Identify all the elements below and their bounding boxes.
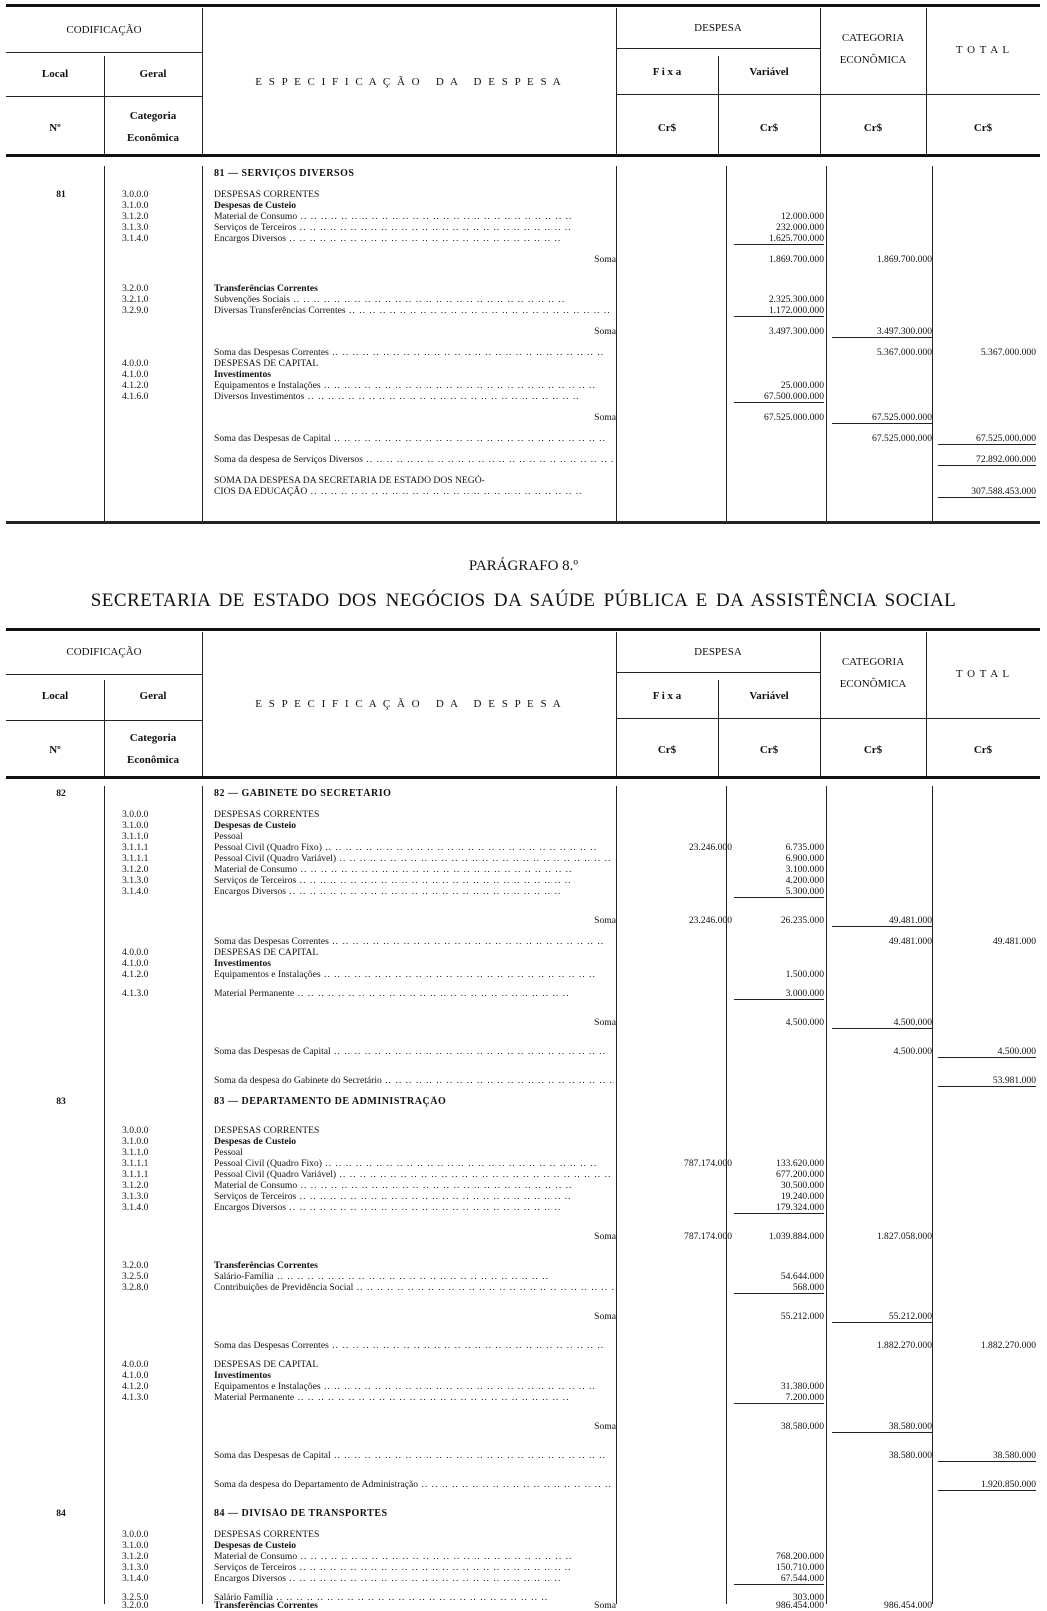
header-variavel-2: Variável [749, 690, 789, 702]
item-description: Pessoal Civil (Quadro Fixo) .. .. [214, 842, 614, 853]
categoria-value: 38.580.000 [888, 1450, 932, 1461]
total-value: 53.981.000 [938, 1075, 1036, 1087]
total-value: 67.525.000.000 [938, 433, 1036, 445]
table-row [6, 1191, 1040, 1202]
category-code: 4.1.2.0 [122, 380, 149, 391]
variavel-value: 1.172.000.000 [734, 305, 824, 317]
total-value: 49.481.000 [992, 936, 1036, 947]
category-code: 3.1.1.0 [122, 1147, 149, 1158]
header-total: T O T A L [955, 44, 1011, 56]
category-code: 4.1.3.0 [122, 1392, 149, 1403]
item-description: Despesas de Custeio [214, 1540, 297, 1551]
item-description: 83 — DEPARTAMENTO DE ADMINISTRAÇÃO [214, 1096, 447, 1107]
secretaria-title: SECRETARIA DE ESTADO DOS NEGÓCIOS DA SAÚDE PÚBLICA E DA ASSISTÊNCIA SOCIAL [90, 590, 957, 611]
variavel-value: 54.644.000 [780, 1271, 824, 1282]
table-row [6, 831, 1040, 842]
categoria-value: 1.869.700.000 [876, 254, 932, 265]
item-description: Material de Consumo .. .. [214, 1180, 614, 1191]
variavel-value: 4.500.000 [785, 1017, 824, 1028]
variavel-value: 3.000.000 [734, 988, 824, 1000]
item-description: Salário-Família .. .. [214, 1271, 614, 1282]
paragraph-title: PARÁGRAFO 8.º [468, 558, 579, 574]
item-description: Pessoal Civil (Quadro Variável) .. .. [214, 1169, 614, 1180]
item-description: Serviços de Terceiros .. .. [214, 875, 614, 886]
header-especificacao-2: E S P E C I F I C A Ç Ã O D A D E S P E S A [255, 698, 563, 710]
table-row [6, 1479, 1040, 1490]
table-row [6, 1592, 1040, 1603]
header-categoria: Categoria [129, 110, 177, 122]
header-economica: Econômica [127, 132, 179, 144]
table-row [6, 222, 1040, 233]
header-categoria-economica-1-b: CATEGORIA [841, 656, 905, 668]
item-description: DESPESAS DE CAPITAL [214, 1359, 319, 1370]
total-value: 4.500.000 [938, 1046, 1036, 1058]
category-code: 4.1.0.0 [122, 1370, 149, 1381]
item-description: Equipamentos e Instalações .. .. [214, 969, 614, 980]
table-row [6, 958, 1040, 969]
soma-label: Soma [594, 915, 616, 926]
table-row [6, 1147, 1040, 1158]
categoria-value: 55.212.000 [832, 1311, 932, 1323]
header-total-2: T O T A L [955, 668, 1011, 680]
variavel-value: 6.735.000 [785, 842, 824, 853]
table-row [6, 915, 1040, 926]
category-code: 4.1.6.0 [122, 391, 149, 402]
item-description: DESPESAS DE CAPITAL [214, 358, 319, 369]
table-row [6, 809, 1040, 820]
soma-label: Soma [594, 254, 616, 265]
table-row [6, 369, 1040, 380]
categoria-value: 49.481.000 [832, 915, 932, 927]
variavel-value: 67.525.000.000 [764, 412, 824, 423]
item-description: Encargos Diversos .. .. [214, 1202, 614, 1213]
variavel-value: 3.100.000 [785, 864, 824, 875]
item-description: Salário Família .. .. [214, 1592, 614, 1603]
table-row [6, 1180, 1040, 1191]
item-description: Transferências Correntes [214, 1260, 318, 1271]
table-row [6, 1125, 1040, 1136]
item-description: Pessoal Civil (Quadro Variável) .. .. [214, 853, 614, 864]
table-row [6, 1562, 1040, 1573]
category-code: 3.1.3.0 [122, 1562, 149, 1573]
variavel-value: 19.240.000 [780, 1191, 824, 1202]
item-description: Soma das Despesas de Capital .. .. [214, 1046, 614, 1057]
variavel-value: 31.380.000 [780, 1381, 824, 1392]
item-description: Soma da despesa do Departamento de Administração .. .. [214, 1479, 614, 1490]
header-codificacao: CODIFICAÇÃO [66, 24, 142, 36]
category-code: 3.1.1.1 [122, 842, 149, 853]
category-code: 3.1.4.0 [122, 233, 149, 244]
table-row [6, 168, 1040, 179]
table-row [6, 886, 1040, 897]
header-despesa: DESPESA [694, 22, 742, 34]
table-row [6, 486, 1040, 497]
category-code: 3.1.2.0 [122, 1180, 149, 1191]
item-description: Equipamentos e Instalações .. .. [214, 380, 614, 391]
soma-label: Soma [594, 326, 616, 337]
categoria-value: 4.500.000 [893, 1046, 932, 1057]
item-description: Soma das Despesas Correntes .. .. [214, 347, 614, 358]
category-code: 3.0.0.0 [122, 809, 149, 820]
item-description: CIOS DA EDUCAÇÃO .. .. [214, 486, 614, 497]
table-row [6, 380, 1040, 391]
soma-label: Soma [594, 1421, 616, 1432]
table-row [6, 1359, 1040, 1370]
categoria-value: 38.580.000 [832, 1421, 932, 1433]
variavel-value: 25.000.000 [780, 380, 824, 391]
table-row [6, 433, 1040, 444]
table-header-1 [6, 4, 1040, 156]
soma-label: Soma [594, 1017, 616, 1028]
category-code: 3.0.0.0 [122, 189, 149, 200]
item-description: DESPESAS CORRENTES [214, 1529, 320, 1540]
variavel-value: 1.500.000 [785, 969, 824, 980]
item-description: DESPESAS CORRENTES [214, 1125, 320, 1136]
table-row [6, 233, 1040, 244]
header-crs-fixa: Cr$ [657, 122, 677, 134]
table-row [6, 254, 1040, 265]
table-row [6, 1508, 1040, 1519]
category-code: 3.2.8.0 [122, 1282, 149, 1293]
table-row [6, 391, 1040, 402]
item-description: Despesas de Custeio [214, 200, 297, 211]
item-description: Soma das Despesas Correntes .. .. [214, 936, 614, 947]
item-description: Soma das Despesas Correntes .. .. [214, 1340, 614, 1351]
category-code: 3.1.4.0 [122, 886, 149, 897]
header-especificacao: E S P E C I F I C A Ç Ã O D A D E S P E S A [255, 76, 563, 88]
table-row [6, 1421, 1040, 1432]
category-code: 3.1.3.0 [122, 875, 149, 886]
table-row [6, 1540, 1040, 1551]
category-code: 3.1.0.0 [122, 200, 149, 211]
variavel-value: 768.200.000 [776, 1551, 824, 1562]
table-row [6, 1260, 1040, 1271]
header-codificacao-2: CODIFICAÇÃO [66, 646, 142, 658]
category-code: 3.2.0.0 [122, 1260, 149, 1271]
table-row [6, 1271, 1040, 1282]
category-code: 3.1.2.0 [122, 864, 149, 875]
table-row [6, 1202, 1040, 1213]
item-description: Material de Consumo .. .. [214, 211, 614, 222]
item-description: Encargos Diversos .. .. [214, 886, 614, 897]
variavel-value: 150.710.000 [776, 1562, 824, 1573]
item-description: Investimentos [214, 958, 272, 969]
category-code: 3.2.9.0 [122, 305, 149, 316]
item-description: Serviços de Terceiros .. .. [214, 222, 614, 233]
category-code: 4.0.0.0 [122, 947, 149, 958]
table-body-1 [6, 166, 1040, 528]
category-code: 3.1.4.0 [122, 1573, 149, 1584]
table-row [6, 842, 1040, 853]
variavel-value: 67.544.000 [734, 1573, 824, 1585]
variavel-value: 30.500.000 [780, 1180, 824, 1191]
variavel-value: 4.200.000 [785, 875, 824, 886]
header-crs-var: Cr$ [759, 122, 779, 134]
table-row [6, 200, 1040, 211]
category-code: 3.1.1.1 [122, 1158, 149, 1169]
table-row [6, 1169, 1040, 1180]
item-description: Pessoal [214, 1147, 243, 1158]
variavel-value: 1.039.884.000 [768, 1231, 824, 1242]
item-description: 81 — SERVIÇOS DIVERSOS [214, 168, 355, 179]
variavel-value: 232.000.000 [776, 222, 824, 233]
soma-label: Soma [594, 1311, 616, 1322]
header-crs-cat: Cr$ [863, 122, 883, 134]
fixa-value: 23.246.000 [688, 915, 732, 926]
header-crs-cat-2: Cr$ [863, 744, 883, 756]
table-row [6, 211, 1040, 222]
category-code: 4.0.0.0 [122, 1359, 149, 1370]
categoria-value: 4.500.000 [832, 1017, 932, 1029]
item-description: Subvenções Sociais .. .. [214, 294, 614, 305]
header-crs-var-2: Cr$ [759, 744, 779, 756]
category-code: 3.0.0.0 [122, 1529, 149, 1540]
table-row [6, 1370, 1040, 1381]
variavel-value: 677.200.000 [776, 1169, 824, 1180]
item-description: DESPESAS CORRENTES [214, 189, 320, 200]
category-code: 3.1.1.0 [122, 831, 149, 842]
category-code: 4.1.2.0 [122, 969, 149, 980]
item-description: Contribuições de Previdência Social .. .. [214, 1282, 614, 1293]
category-code: 4.1.0.0 [122, 958, 149, 969]
category-code: 4.1.0.0 [122, 369, 149, 380]
header-categoria-economica-2-b: ECONÔMICA [839, 678, 907, 690]
item-description: Soma da despesa do Gabinete do Secretário .. .. [214, 1075, 614, 1086]
item-description: Diversas Transferências Correntes .. .. [214, 305, 614, 316]
header-geral: Geral [139, 68, 167, 80]
table-row [6, 1231, 1040, 1242]
table-row [6, 305, 1040, 316]
header-crs-tot: Cr$ [973, 122, 993, 134]
category-code: 3.2.1.0 [122, 294, 149, 305]
table-row [6, 820, 1040, 831]
category-code: 3.1.2.0 [122, 211, 149, 222]
variavel-value: 38.580.000 [780, 1421, 824, 1432]
item-description: Material Permanente .. .. [214, 988, 614, 999]
table-header-2 [6, 628, 1040, 780]
category-code: 3.2.0.0 [122, 283, 149, 294]
header-despesa-2: DESPESA [694, 646, 742, 658]
header-fixa: F i x a [652, 66, 682, 78]
header-variavel: Variável [749, 66, 789, 78]
category-code: 3.2.0.0 [122, 1600, 149, 1611]
variavel-value: 5.300.000 [734, 886, 824, 898]
category-code: 4.1.3.0 [122, 988, 149, 999]
fixa-value: 787.174.000 [684, 1231, 732, 1242]
header-categoria-economica-2: ECONÔMICA [839, 54, 907, 66]
variavel-value: 133.620.000 [776, 1158, 824, 1169]
local-code: 82 [56, 788, 66, 799]
item-description: Diversos Investimentos .. .. [214, 391, 614, 402]
item-description: Encargos Diversos .. .. [214, 1573, 614, 1584]
soma-label: Soma [594, 1231, 616, 1242]
categoria-value: 1.882.270.000 [876, 1340, 932, 1351]
total-value: 5.367.000.000 [980, 347, 1036, 358]
header-local: Local [41, 68, 69, 80]
table-row [6, 1529, 1040, 1540]
table-row [6, 864, 1040, 875]
item-description: Despesas de Custeio [214, 820, 297, 831]
item-description: 82 — GABINETE DO SECRETÁRIO [214, 788, 392, 799]
header-fixa-2: F i x a [652, 690, 682, 702]
fixa-value: 787.174.000 [684, 1158, 732, 1169]
variavel-value: 6.900.000 [785, 853, 824, 864]
table-row [6, 1017, 1040, 1028]
category-code: 3.2.5.0 [122, 1271, 149, 1282]
categoria-value: 67.525.000.000 [832, 412, 932, 424]
variavel-value: 2.325.300.000 [768, 294, 824, 305]
header-numero: Nº [49, 122, 61, 134]
category-code: 3.1.4.0 [122, 1202, 149, 1213]
category-code: 3.1.1.1 [122, 1169, 149, 1180]
header-categoria-2: Categoria [129, 732, 177, 744]
header-crs-fixa-2: Cr$ [657, 744, 677, 756]
variavel-value: 7.200.000 [734, 1392, 824, 1404]
local-code: 81 [56, 189, 66, 200]
table-row [6, 1158, 1040, 1169]
table-row [6, 358, 1040, 369]
item-description: Material de Consumo .. .. [214, 1551, 614, 1562]
total-value: 1.882.270.000 [980, 1340, 1036, 1351]
categoria-value: 986.454.000 [884, 1600, 932, 1611]
table-row [6, 454, 1040, 465]
categoria-value: 49.481.000 [888, 936, 932, 947]
fixa-value: 23.246.000 [688, 842, 732, 853]
variavel-value: 26.235.000 [780, 915, 824, 926]
header-crs-tot-2: Cr$ [973, 744, 993, 756]
header-geral-2: Geral [139, 690, 167, 702]
item-description: Serviços de Terceiros .. .. [214, 1191, 614, 1202]
table-row [6, 294, 1040, 305]
item-description: 84 — DIVISÃO DE TRANSPORTES [214, 1508, 388, 1519]
soma-label: Soma [594, 412, 616, 423]
table-row [6, 1311, 1040, 1322]
variavel-value: 986.454.000 [776, 1600, 824, 1611]
header-economica-2: Econômica [127, 754, 179, 766]
category-code: 4.1.2.0 [122, 1381, 149, 1392]
table-row [6, 1096, 1040, 1107]
table-row [6, 475, 1040, 486]
table-row [6, 1392, 1040, 1403]
item-description: Pessoal Civil (Quadro Fixo) .. .. [214, 1158, 614, 1169]
item-description: Material de Consumo .. .. [214, 864, 614, 875]
table-row [6, 947, 1040, 958]
header-categoria-economica-1: CATEGORIA [841, 32, 905, 44]
variavel-value: 55.212.000 [780, 1311, 824, 1322]
table-row [6, 326, 1040, 337]
categoria-value: 1.827.058.000 [876, 1231, 932, 1242]
total-value: 1.920.850.000 [938, 1479, 1036, 1491]
item-description: Encargos Diversos .. .. [214, 233, 614, 244]
table-row [6, 1075, 1040, 1086]
category-code: 3.1.0.0 [122, 1540, 149, 1551]
category-code: 3.1.2.0 [122, 1551, 149, 1562]
variavel-value: 179.324.000 [734, 1202, 824, 1214]
categoria-value: 67.525.000.000 [872, 433, 932, 444]
variavel-value: 568.000 [734, 1282, 824, 1294]
total-value: 307.588.453.000 [938, 486, 1036, 498]
item-description: Despesas de Custeio [214, 1136, 297, 1147]
total-value: 38.580.000 [938, 1450, 1036, 1462]
category-code: 3.1.3.0 [122, 222, 149, 233]
variavel-value: 12.000.000 [780, 211, 824, 222]
item-description: DESPESAS CORRENTES [214, 809, 320, 820]
table-row [6, 988, 1040, 999]
table-row [6, 1046, 1040, 1057]
table-row [6, 412, 1040, 423]
table-row [6, 853, 1040, 864]
local-code: 83 [56, 1096, 66, 1107]
item-description: Soma das Despesas de Capital .. .. [214, 433, 614, 444]
local-code: 84 [56, 1508, 66, 1519]
category-code: 3.1.0.0 [122, 1136, 149, 1147]
variavel-value: 1.625.700.000 [734, 233, 824, 245]
variavel-value: 303.000 [792, 1592, 824, 1603]
category-code: 3.1.3.0 [122, 1191, 149, 1202]
category-code: 4.0.0.0 [122, 358, 149, 369]
table-row [6, 788, 1040, 799]
variavel-value: 3.497.300.000 [768, 326, 824, 337]
header-numero-2: Nº [49, 744, 61, 756]
categoria-value: 5.367.000.000 [876, 347, 932, 358]
table-row [6, 189, 1040, 200]
item-description: DESPESAS DE CAPITAL [214, 947, 319, 958]
item-description: SOMA DA DESPESA DA SECRETARIA DE ESTADO DOS NEGÓ- [214, 475, 485, 486]
category-code: 3.1.1.1 [122, 853, 149, 864]
item-description: Soma da despesa de Serviços Diversos .. .. [214, 454, 614, 465]
item-description: Equipamentos e Instalações .. .. [214, 1381, 614, 1392]
table-row [6, 1381, 1040, 1392]
table-row [6, 1136, 1040, 1147]
table-body-2 [6, 786, 1040, 1611]
category-code: 3.0.0.0 [122, 1125, 149, 1136]
category-code: 3.2.5.0 [122, 1592, 149, 1603]
item-description: Transferências Correntes [214, 1600, 318, 1611]
table-row [6, 969, 1040, 980]
table-row [6, 1450, 1040, 1461]
header-local-2: Local [41, 690, 69, 702]
table-row [6, 1551, 1040, 1562]
item-description: Investimentos [214, 1370, 272, 1381]
item-description: Transferências Correntes [214, 283, 318, 294]
variavel-value: 67.500.000.000 [734, 391, 824, 403]
total-value: 72.892.000.000 [938, 454, 1036, 466]
item-description: Material Permanente .. .. [214, 1392, 614, 1403]
table-row [6, 875, 1040, 886]
item-description: Serviços de Terceiros .. .. [214, 1562, 614, 1573]
table-row [6, 347, 1040, 358]
table-row [6, 1573, 1040, 1584]
categoria-value: 3.497.300.000 [832, 326, 932, 338]
table-row [6, 1340, 1040, 1351]
category-code: 3.1.0.0 [122, 820, 149, 831]
table-row [6, 936, 1040, 947]
table-row [6, 283, 1040, 294]
variavel-value: 1.869.700.000 [768, 254, 824, 265]
table-row [6, 1282, 1040, 1293]
item-description: Soma das Despesas de Capital .. .. [214, 1450, 614, 1461]
item-description: Investimentos [214, 369, 272, 380]
soma-label: Soma [594, 1600, 616, 1611]
item-description: Pessoal [214, 831, 243, 842]
